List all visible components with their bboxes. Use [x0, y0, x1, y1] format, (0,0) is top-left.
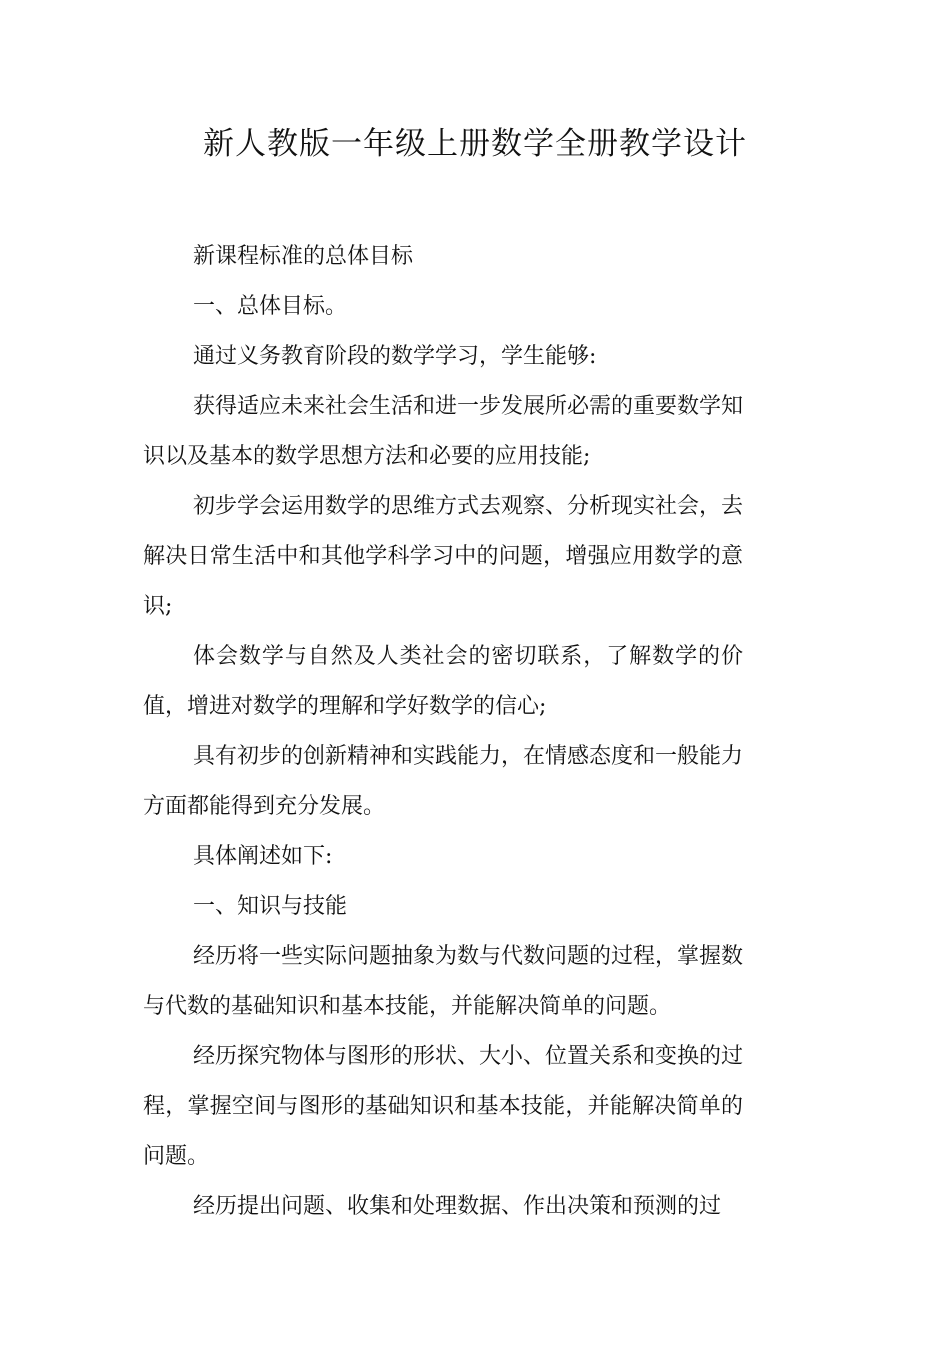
- paragraph: 经历将一些实际问题抽象为数与代数问题的过程，掌握数与代数的基础知识和基本技能，并能解决简单的问题。: [143, 944, 744, 1019]
- paragraph: 经历探究物体与图形的形状、大小、位置关系和变换的过程，掌握空间与图形的基础知识和基本技能，并能解决简单的问题。: [143, 1044, 744, 1169]
- document-title: 新人教版一年级上册数学全册教学设计: [203, 126, 747, 162]
- paragraph: 一、总体目标。: [193, 294, 348, 319]
- paragraph: 获得适应未来社会生活和进一步发展所必需的重要数学知识以及基本的数学思想方法和必要的应用技能;: [143, 394, 744, 469]
- document-body: [143, 232, 743, 1232]
- paragraph: 具有初步的创新精神和实践能力，在情感态度和一般能力方面都能得到充分发展。: [143, 744, 744, 819]
- paragraph: 一、知识与技能: [193, 894, 348, 919]
- paragraph: 新课程标准的总体目标: [193, 244, 414, 269]
- paragraph: 具体阐述如下:: [193, 844, 333, 869]
- paragraph: 通过义务教育阶段的数学学习，学生能够:: [193, 344, 597, 369]
- paragraph: 经历提出问题、收集和处理数据、作出决策和预测的过: [193, 1194, 722, 1219]
- paragraph: 初步学会运用数学的思维方式去观察、分析现实社会，去解决日常生活中和其他学科学习中的问题，增强应用数学的意识;: [143, 494, 744, 619]
- paragraph: 体会数学与自然及人类社会的密切联系，了解数学的价值，增进对数学的理解和学好数学的信心;: [143, 644, 743, 719]
